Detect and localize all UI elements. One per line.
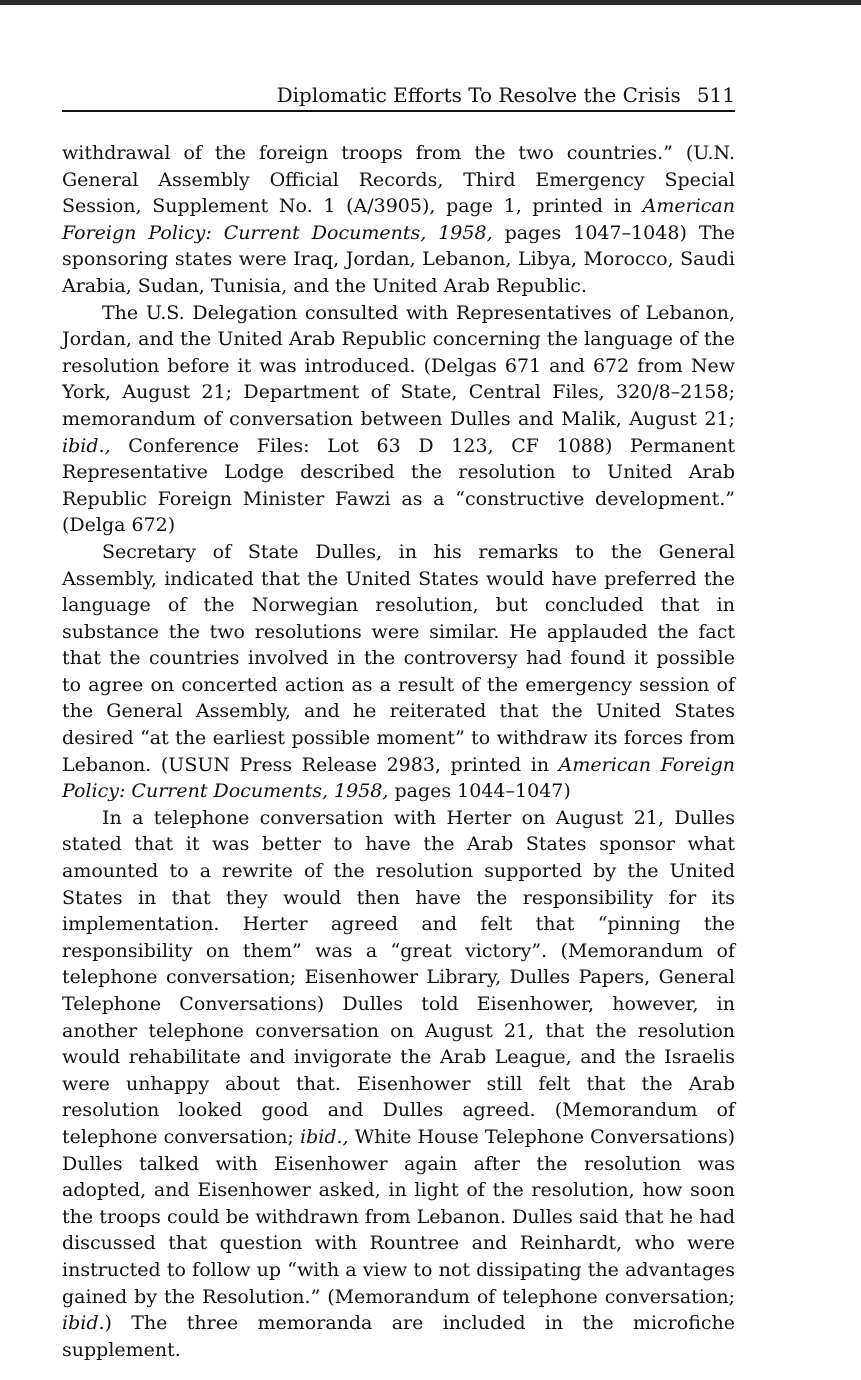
- text-segment-italic: American Foreign Policy: Current Documents, 1958,: [62, 753, 735, 803]
- text-segment: pages 1047–1048) The sponsoring states were Iraq, Jordan, Lebanon, Libya, Morocco, Saudi Arabia, Sudan, Tunisia, and the United Arab Republic.: [62, 221, 735, 297]
- body-text: [62, 140, 735, 1363]
- text-segment: withdrawal of the foreign troops from the two countries.” (U.N. General Assembly Official Records, Third Emergency Special Session, Supplement No. 1 (A/3905), page 1, printed in: [62, 142, 735, 218]
- text-segment: Secretary of State Dulles, in his remarks to the General Assembly, indicated that the United States would have preferred the language of the Norwegian resolution, but concluded that in substance the two resolutions were similar. He applauded the fact that the countries involved in the controversy had found it possible to agree on concerted action as a result of the emergency session of the General Assembly, and he reiterated that the United States desired “at the earliest possible moment” to withdraw its forces from Lebanon. (USUN Press Release 2983, printed in: [62, 540, 735, 776]
- text-segment-italic: American Foreign Policy: Current Documents, 1958,: [62, 195, 735, 244]
- text-segment: White House Telephone Conversations) Dulles talked with Eisenhower again after the resolution was adopted, and Eisenhower asked, in light of the resolution, how soon the troops could be withdrawn from Lebanon. Dulles said that he had discussed that question with Rountree and Reinhardt, who were instructed to follow up “with a view to not dissipating the advantages gained by the Resolution.” (Memorandum of telephone conversation;: [62, 1125, 736, 1308]
- text-segment-italic: ibid.,: [300, 1125, 349, 1148]
- running-header-title: Diplomatic Efforts To Resolve the Crisis: [276, 83, 681, 107]
- text-segment: Conference Files: Lot 63 D 123, CF 1088) Permanent Representative Lodge described the resolution to United Arab Republic Foreign Minister Fawzi as a “constructive development.” (Delga 672): [62, 434, 735, 537]
- page-top-edge: [0, 0, 861, 5]
- text-segment: The U.S. Delegation consulted with Representatives of Lebanon, Jordan, and the United Arab Republic concerning the language of the resolution before it was introduced. (Delgas 671 and 672 from New York, August 21; Department of State, Central Files, 320/8–2158; memorandum of conversation between Dulles and Malik, August 21;: [62, 301, 735, 430]
- text-segment: pages 1044–1047): [388, 780, 571, 803]
- paragraph-2: [62, 300, 735, 539]
- paragraph-4: [62, 805, 735, 1363]
- text-segment: ) The three memoranda are included in the microfiche supplement.: [62, 1312, 735, 1361]
- text-segment: In a telephone conversation with Herter on August 21, Dulles stated that it was better to have the Arab States sponsor what amounted to a rewrite of the resolution supported by the United States in that they would then have the responsibility for its implementation. Herter agreed and felt that “pinning the responsibility on them” was a “great victory”. (Memorandum of telephone conversation; Eisenhower Library, Dulles Papers, General Telephone Conversations) Dulles told Eisenhower, however, in another telephone conversation on August 21, that the resolution would rehabilitate and invigorate the Arab League, and the Israelis were unhappy about that. Eisenhower still felt that the Arab resolution looked good and Dulles agreed. (Memorandum of telephone conversation;: [62, 806, 735, 1148]
- paragraph-3: [62, 539, 735, 805]
- paragraph-1: [62, 140, 735, 300]
- text-segment-italic: ibid.,: [62, 434, 111, 457]
- page-number: 511: [696, 83, 735, 107]
- running-header: [62, 80, 735, 112]
- text-segment-italic: ibid.: [62, 1312, 105, 1335]
